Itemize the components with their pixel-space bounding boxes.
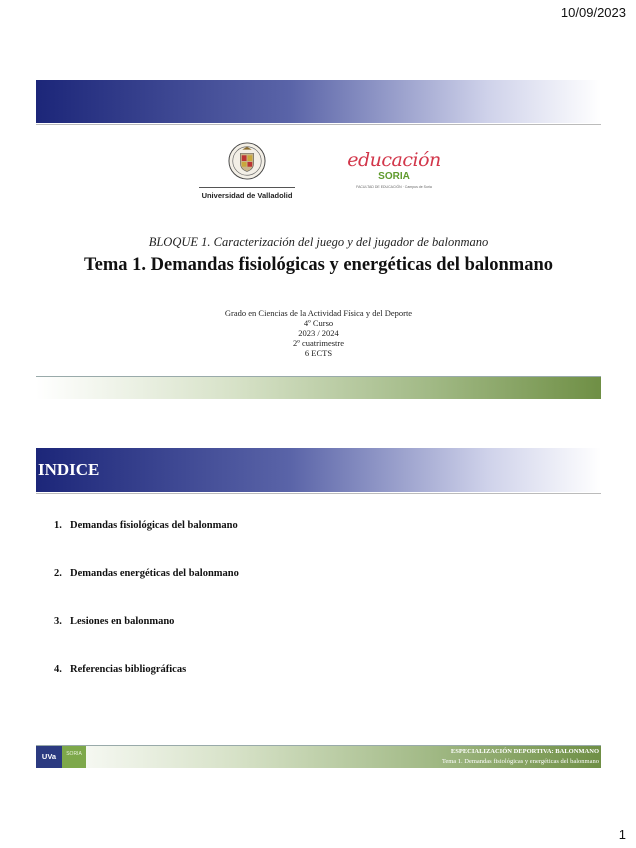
item-number: 2.	[54, 568, 62, 579]
logo-script: educación	[347, 149, 441, 171]
item-number: 1.	[54, 520, 62, 531]
divider	[36, 124, 601, 125]
list-item	[54, 520, 239, 568]
footer-uva-logo: UVa	[36, 746, 62, 768]
footer-course-title: ESPECIALIZACIÓN DEPORTIVA: BALONMANO	[450, 748, 599, 755]
item-label: Lesiones en balonmano	[70, 616, 175, 627]
block-subtitle: BLOQUE 1. Caracterización del juego y del jugador de balonmano	[148, 235, 489, 249]
uva-logo	[199, 142, 295, 204]
item-label: Demandas energéticas del balonmano	[70, 568, 239, 579]
degree-line: Grado en Ciencias de la Actividad Física y del Deporte	[224, 308, 413, 318]
index-title: INDICE	[38, 460, 100, 479]
academic-year-line: 2023 / 2024	[298, 328, 339, 338]
semester-line: 2º cuatrimestre	[292, 338, 345, 348]
logo-rule	[199, 187, 295, 188]
list-item	[54, 664, 239, 712]
footer-topic-title: Tema 1. Demandas fisiológicas y energéticas del balonmano	[441, 758, 599, 765]
header-gradient-bar	[36, 80, 601, 123]
list-item	[54, 568, 239, 616]
divider	[36, 493, 601, 494]
uva-logo-text: Universidad de Valladolid	[201, 191, 293, 200]
item-label: Demandas fisiológicas del balonmano	[70, 520, 238, 531]
page-number: 1	[618, 827, 626, 842]
list-item	[54, 616, 239, 664]
item-number: 3.	[54, 616, 62, 627]
footer-gradient-bar	[36, 377, 601, 399]
index-slide	[36, 448, 601, 770]
title-slide	[36, 80, 601, 402]
logo-subtitle: FACULTAD DE EDUCACIÓN · Campus de Soria	[356, 185, 432, 189]
educacion-soria-logo	[344, 150, 444, 200]
slide-title: Tema 1. Demandas fisiológicas y energéticas del balonmano	[83, 255, 553, 275]
footer-soria-logo: SORIA	[62, 746, 86, 768]
print-date: 10/09/2023	[560, 5, 626, 20]
university-seal-icon	[228, 142, 266, 180]
index-list	[54, 520, 239, 712]
header-gradient-bar	[36, 448, 601, 492]
ects-line: 6 ECTS	[304, 348, 333, 358]
item-label: Referencias bibliográficas	[70, 664, 187, 675]
course-info	[36, 308, 601, 358]
logo-soria-word: SORIA	[378, 171, 410, 182]
year-line: 4º Curso	[303, 318, 334, 328]
item-number: 4.	[54, 664, 62, 675]
